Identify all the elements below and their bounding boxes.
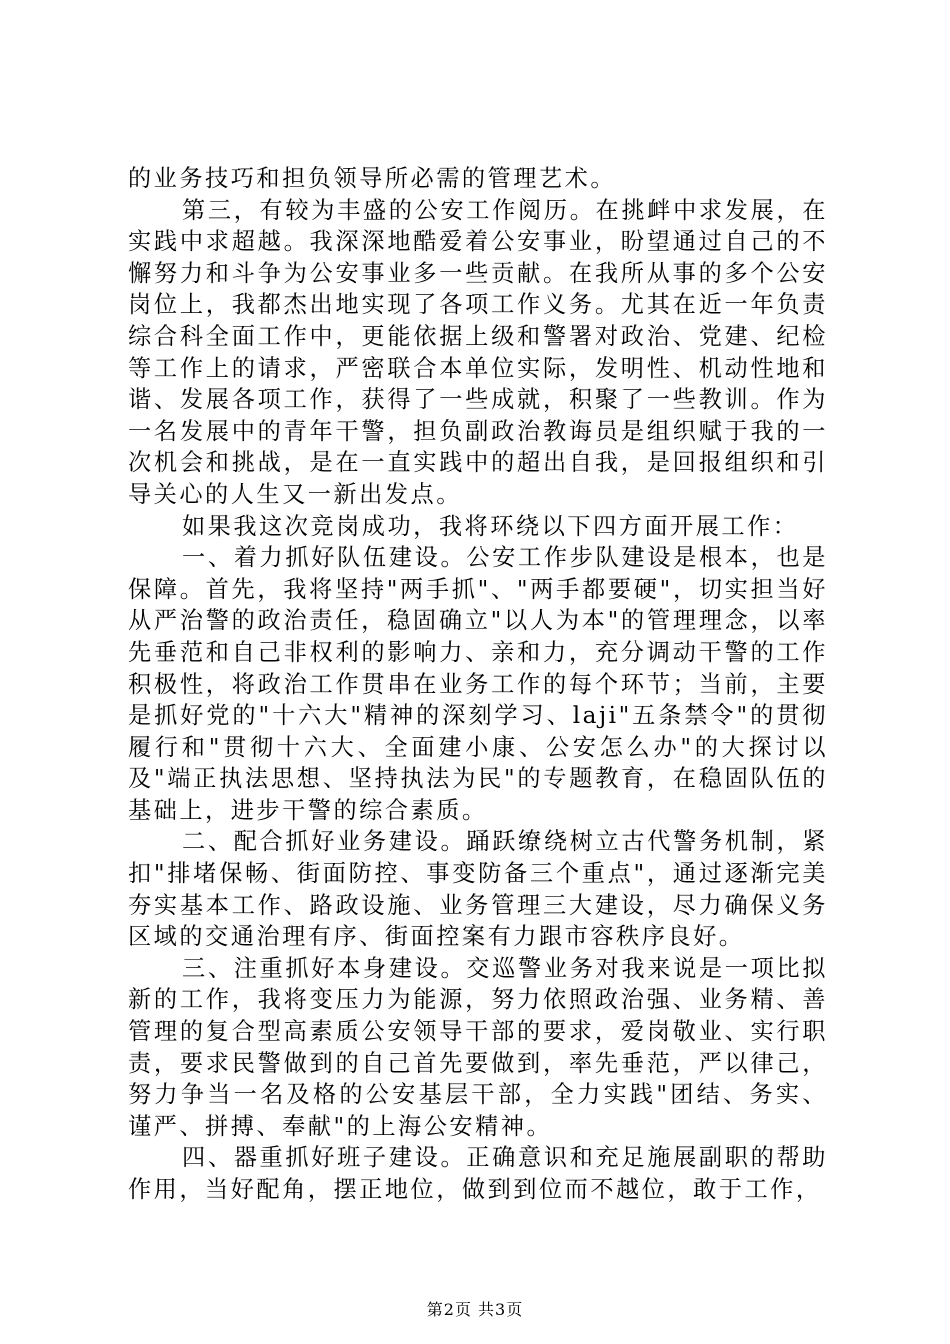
paragraph-continuation: 的业务技巧和担负领导所必需的管理艺术。 [128, 165, 617, 192]
page-number-footer: 第2页 共3页 [426, 1300, 524, 1319]
paragraph-business-building: 二、配合抓好业务建设。踊跃缭绕树立古代警务机制，紧扣"排堵保畅、街面防控、事变防备三个重点"，通过逐渐完美夯实基本工作、路政设施、业务管理三大建设，尽力确保义务区域的交通治理有序、街面控案有力跟市容秩序良好。 [128, 828, 828, 951]
paragraph-leadership-building: 四、器重抓好班子建设。正确意识和充足施展副职的帮助作用，当好配角，摆正地位，做到到位而不越位，敢于工作， [128, 1144, 828, 1203]
paragraph-plan-intro: 如果我这次竞岗成功，我将环绕以下四方面开展工作： [182, 512, 799, 540]
paragraph-self-building: 三、注重抓好本身建设。交巡警业务对我来说是一项比拟新的工作，我将变压力为能源，努力依照政治强、业务精、善管理的复合型高素质公安领导干部的要求，爱岗敬业、实行职责，要求民警做到的自己首先要做到，率先垂范，严以律己，努力争当一名及格的公安基层干部，全力实践"团结、务实、谨严、拼搏、奉献"的上海公安精神。 [128, 954, 828, 1140]
paragraph-team-building: 一、着力抓好队伍建设。公安工作步队建设是根本，也是保障。首先，我将坚持"两手抓"、"两手都要硬"，切实担当好从严治警的政治责任，稳固确立"以人为本"的管理理念，以率先垂范和自己非权利的影响力、亲和力，充分调动干警的工作积极性，将政治工作贯串在业务工作的每个环节；当前，主要是抓好党的"十六大"精神的深刻学习、laji"五条禁令"的贯彻履行和"贯彻十六大、全面建小康、公安怎么办"的大探讨以及"端正执法思想、坚持执法为民"的专题教育，在稳固队伍的基础上，进步干警的综合素质。 [128, 544, 828, 824]
paragraph-third-point: 第三，有较为丰盛的公安工作阅历。在挑衅中求发展，在实践中求超越。我深深地酷爱着公安事业，盼望通过自己的不懈努力和斗争为公安事业多一些贡献。在我所从事的多个公安岗位上，我都杰出地实现了各项工作义务。尤其在近一年负责综合科全面工作中，更能依据上级和警署对政治、党建、纪检等工作上的请求，严密联合本单位实际，发明性、机动性地和谐、发展各项工作，获得了一些成就，积聚了一些教训。作为一名发展中的青年干警，担负副政治教诲员是组织赋于我的一次机会和挑战，是在一直实践中的超出自我，是回报组织和引导关心的人生又一新出发点。 [128, 196, 828, 508]
document-body [128, 163, 828, 1206]
